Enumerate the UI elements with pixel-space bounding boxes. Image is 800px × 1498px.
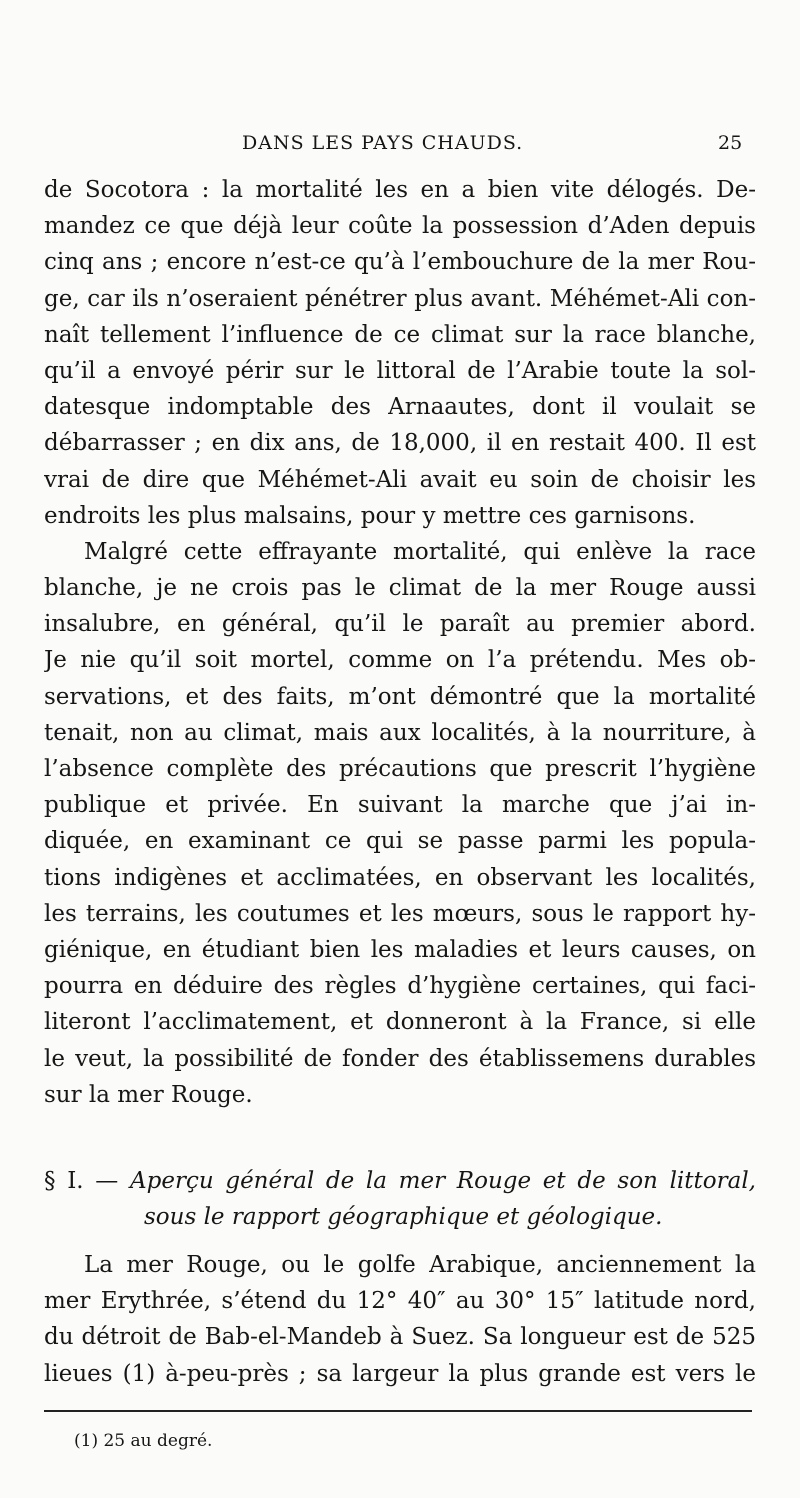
body-text-continued	[44, 1247, 756, 1392]
text-line: datesque indomptable des Arnaautes, dont il voulait se	[44, 394, 756, 421]
text-line: La mer Rouge, ou le golfe Arabique, anciennement la	[84, 1252, 756, 1278]
text-line: qu’il a envoyé périr sur le littoral de l’Arabie toute la sol-	[44, 357, 756, 384]
text-line: servations, et des faits, m’ont démontré que la mortalité	[44, 683, 756, 710]
text-line: le veut, la possibilité de fonder des établissemens durables	[44, 1045, 756, 1072]
text-line: les terrains, les coutumes et les mœurs, sous le rapport hy-	[44, 900, 756, 927]
section-subtitle: sous le rapport géographique et géologique.	[144, 1204, 663, 1230]
text-line: naît tellement l’influence de ce climat sur la race blanche,	[44, 321, 756, 348]
text-line: giénique, en étudiant bien les maladies et leurs causes, on	[44, 936, 756, 963]
text-line: du détroit de Bab-el-Mandeb à Suez. Sa longueur est de 525	[44, 1324, 756, 1351]
text-line: cinq ans ; encore n’est-ce qu’à l’embouchure de la mer Rou-	[44, 249, 756, 276]
page-number: 25	[718, 132, 743, 154]
text-line: tions indigènes et acclimatées, en observant les localités,	[44, 864, 756, 891]
text-line: pourra en déduire des règles d’hygiène certaines, qui faci-	[44, 973, 756, 1000]
text-line: insalubre, en général, qu’il le paraît au premier abord.	[44, 611, 756, 638]
text-line: mer Erythrée, s’étend du 12° 40″ au 30° 15″ latitude nord,	[44, 1288, 756, 1315]
text-line: l’absence complète des précautions que prescrit l’hygiène	[44, 756, 756, 782]
text-line: diquée, en examinant ce qui se passe parmi les popula-	[44, 828, 756, 855]
text-line: de Socotora : la mortalité les en a bien vite délogés. De-	[44, 177, 756, 203]
text-line: débarrasser ; en dix ans, de 18,000, il en restait 400. Il est	[44, 430, 756, 457]
text-line: mandez ce que déjà leur coûte la possession d’Aden depuis	[44, 213, 756, 240]
text-line: endroits les plus malsains, pour y mettre ces garnisons.	[44, 502, 696, 529]
section-number: § I. —	[44, 1168, 119, 1194]
footnote-rule	[44, 1410, 752, 1412]
text-line: publique et privée. En suivant la marche que j’ai in-	[44, 792, 756, 819]
footnote: (1) 25 au degré.	[74, 1431, 213, 1451]
text-line: lieues (1) à-peu-près ; sa largeur la plus grande est vers le	[44, 1360, 756, 1387]
body-text	[44, 172, 756, 1113]
running-head	[0, 132, 800, 162]
text-line: Je nie qu’il soit mortel, comme on l’a prétendu. Mes ob-	[44, 647, 756, 674]
text-line: tenait, non au climat, mais aux localités, à la nourriture, à	[44, 719, 756, 746]
section-heading	[44, 1163, 756, 1235]
text-line: literont l’acclimatement, et donneront à la France, si elle	[44, 1009, 756, 1036]
section-title: Aperçu général de la mer Rouge et de son littoral,	[130, 1168, 756, 1194]
text-line: Malgré cette effrayante mortalité, qui enlève la race	[84, 538, 756, 565]
text-line: ge, car ils n’oseraient pénétrer plus avant. Méhémet-Ali con-	[44, 285, 756, 312]
text-line: blanche, je ne crois pas le climat de la mer Rouge aussi	[44, 575, 756, 602]
running-title: DANS LES PAYS CHAUDS.	[242, 132, 524, 154]
text-line: sur la mer Rouge.	[44, 1081, 253, 1108]
text-line: vrai de dire que Méhémet-Ali avait eu soin de choisir les	[44, 466, 756, 493]
section-heading-line	[44, 1163, 756, 1199]
